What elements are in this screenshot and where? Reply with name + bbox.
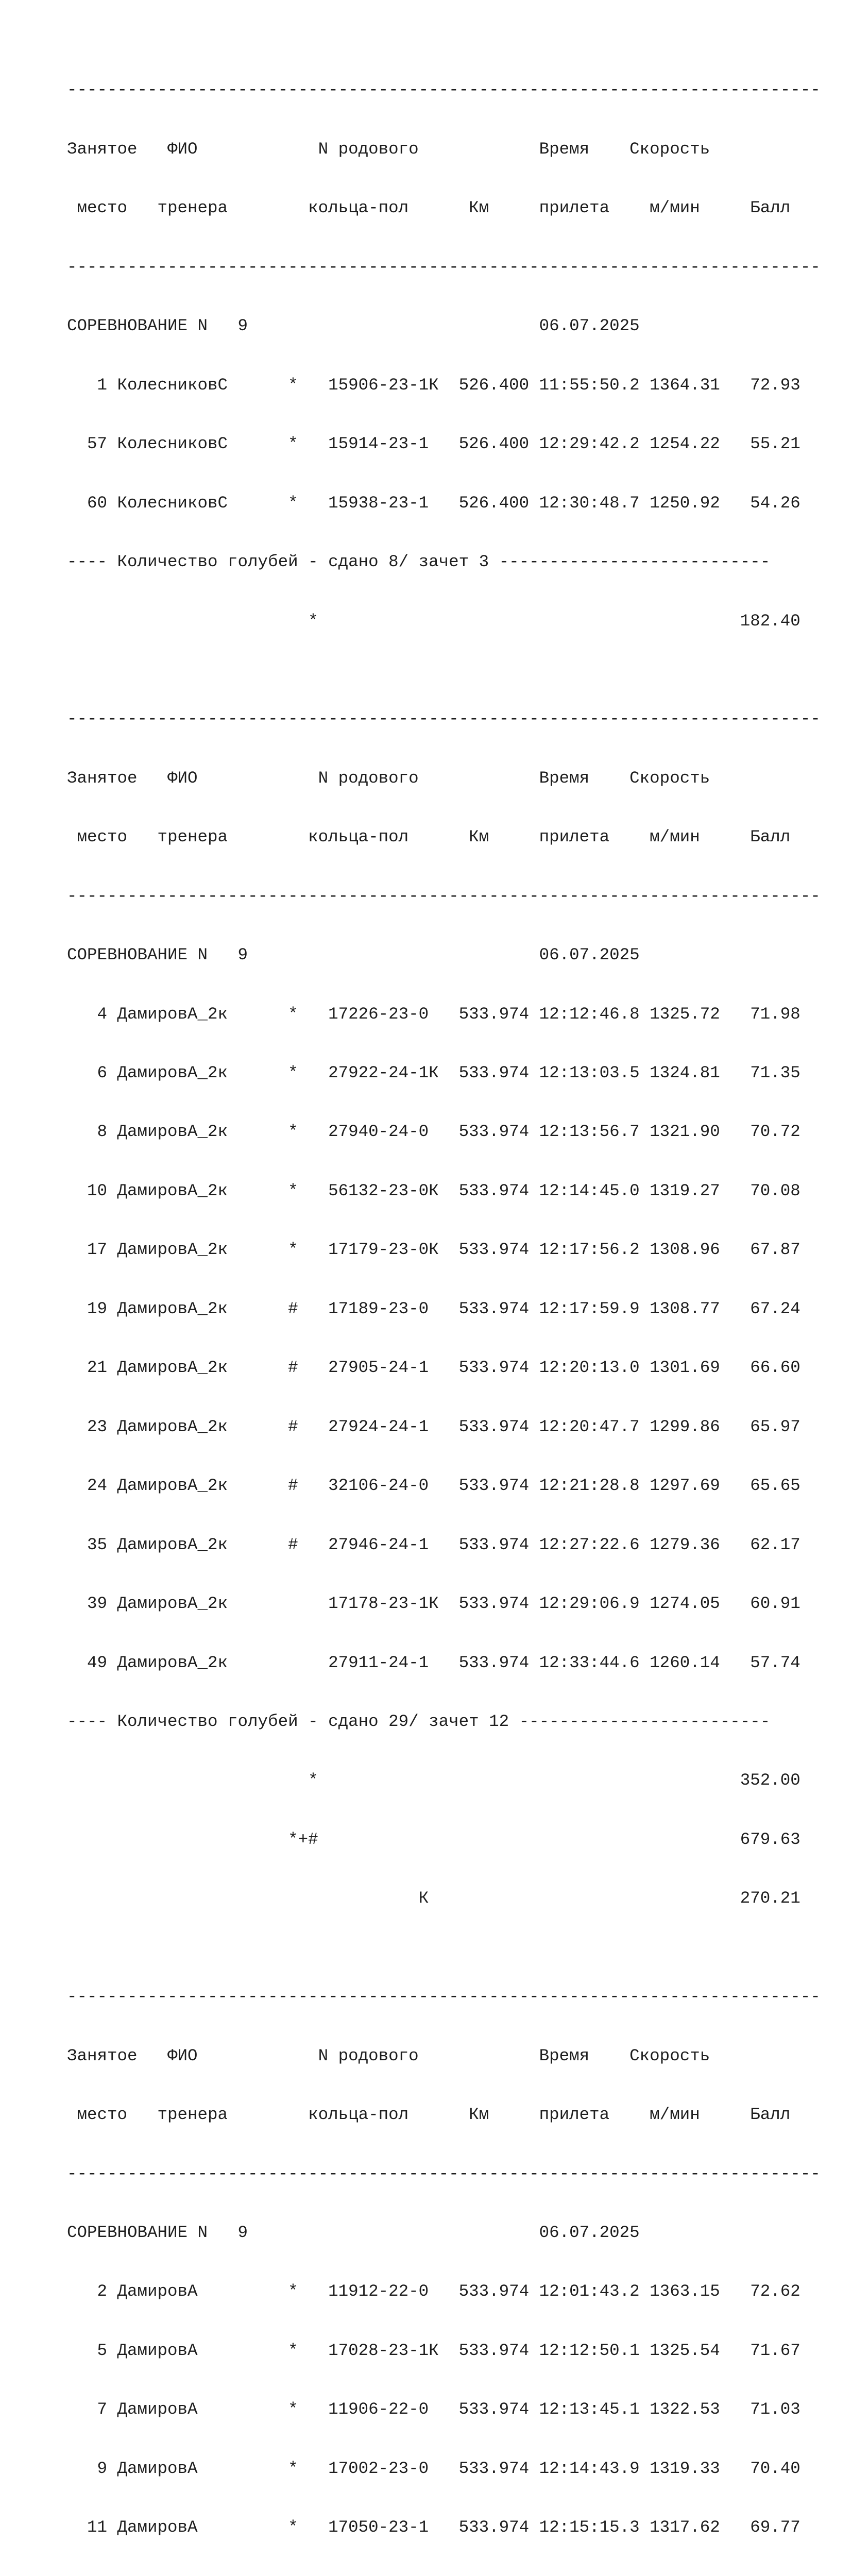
column-header-line-1: Занятое ФИО N родового Время Скорость: [67, 139, 710, 159]
column-header-line-2: место тренера кольца-пол Км прилета м/мин Балл: [67, 2105, 791, 2125]
result-row: 17 ДамировА_2к * 17179-23-0К 533.974 12:17:56.2 1308.96 67.87: [67, 1240, 800, 1260]
column-header-line-2: место тренера кольца-пол Км прилета м/мин Балл: [67, 827, 791, 847]
pigeon-count-summary: ---- Количество голубей - сдано 29/ зачет 12 -------------------------: [67, 1712, 771, 1732]
column-header-line-2: место тренера кольца-пол Км прилета м/мин Балл: [67, 198, 791, 218]
result-row: 5 ДамировА * 17028-23-1К 533.974 12:12:50.1 1325.54 71.67: [67, 2341, 800, 2360]
result-row: 21 ДамировА_2к # 27905-24-1 533.974 12:20:13.0 1301.69 66.60: [67, 1358, 800, 1378]
rule: ---------------------------------------------------------------------------: [67, 80, 821, 100]
result-row: 60 КолесниковС * 15938-23-1 526.400 12:30:48.7 1250.92 54.26: [67, 493, 800, 513]
result-row: 6 ДамировА_2к * 27922-24-1К 533.974 12:13:03.5 1324.81 71.35: [67, 1063, 800, 1083]
rule: ---------------------------------------------------------------------------: [67, 2164, 821, 2183]
result-row: 49 ДамировА_2к 27911-24-1 533.974 12:33:44.6 1260.14 57.74: [67, 1653, 800, 1672]
result-row: 57 КолесниковС * 15914-23-1 526.400 12:29:42.2 1254.22 55.21: [67, 434, 800, 454]
rule: ---------------------------------------------------------------------------: [67, 257, 821, 277]
competition-title: СОРЕВНОВАНИЕ N 9 06.07.2025: [67, 945, 640, 965]
result-row: 1 КолесниковС * 15906-23-1К 526.400 11:55:50.2 1364.31 72.93: [67, 375, 800, 395]
result-row: 35 ДамировА_2к # 27946-24-1 533.974 12:27:22.6 1279.36 62.17: [67, 1535, 800, 1554]
result-row: 23 ДамировА_2к # 27924-24-1 533.974 12:20:47.7 1299.86 65.97: [67, 1417, 800, 1436]
result-row: 24 ДамировА_2к # 32106-24-0 533.974 12:21:28.8 1297.69 65.65: [67, 1476, 800, 1496]
competition-title: СОРЕВНОВАНИЕ N 9 06.07.2025: [67, 316, 640, 336]
rule: ---------------------------------------------------------------------------: [67, 886, 821, 906]
rule: ---------------------------------------------------------------------------: [67, 1987, 821, 2007]
points-total: К 270.21: [67, 1889, 800, 1908]
competition-title: СОРЕВНОВАНИЕ N 9 06.07.2025: [67, 2223, 640, 2242]
result-row: 2 ДамировА * 11912-22-0 533.974 12:01:43.2 1363.15 72.62: [67, 2282, 800, 2301]
result-row: 10 ДамировА_2к * 56132-23-0К 533.974 12:14:45.0 1319.27 70.08: [67, 1181, 800, 1200]
points-total: *+# 679.63: [67, 1829, 800, 1849]
result-row: 7 ДамировА * 11906-22-0 533.974 12:13:45.1 1322.53 71.03: [67, 2400, 800, 2419]
points-total: * 182.40: [67, 611, 800, 631]
column-header-line-1: Занятое ФИО N родового Время Скорость: [67, 768, 710, 788]
rule: ---------------------------------------------------------------------------: [67, 709, 821, 729]
result-row: 9 ДамировА * 17002-23-0 533.974 12:14:43.9 1319.33 70.40: [67, 2459, 800, 2478]
pigeon-count-summary: ---- Количество голубей - сдано 8/ зачет 3 ---------------------------: [67, 552, 771, 572]
result-row: 4 ДамировА_2к * 17226-23-0 533.974 12:12:46.8 1325.72 71.98: [67, 1004, 800, 1024]
results-printout: [67, 22, 821, 2576]
points-total: * 352.00: [67, 1771, 800, 1790]
column-header-line-1: Занятое ФИО N родового Время Скорость: [67, 2046, 710, 2065]
result-row: 8 ДамировА_2к * 27940-24-0 533.974 12:13:56.7 1321.90 70.72: [67, 1122, 800, 1142]
result-row: 39 ДамировА_2к 17178-23-1К 533.974 12:29:06.9 1274.05 60.91: [67, 1594, 800, 1614]
result-row: 11 ДамировА * 17050-23-1 533.974 12:15:15.3 1317.62 69.77: [67, 2518, 800, 2537]
result-row: 19 ДамировА_2к # 17189-23-0 533.974 12:17:59.9 1308.77 67.24: [67, 1299, 800, 1318]
